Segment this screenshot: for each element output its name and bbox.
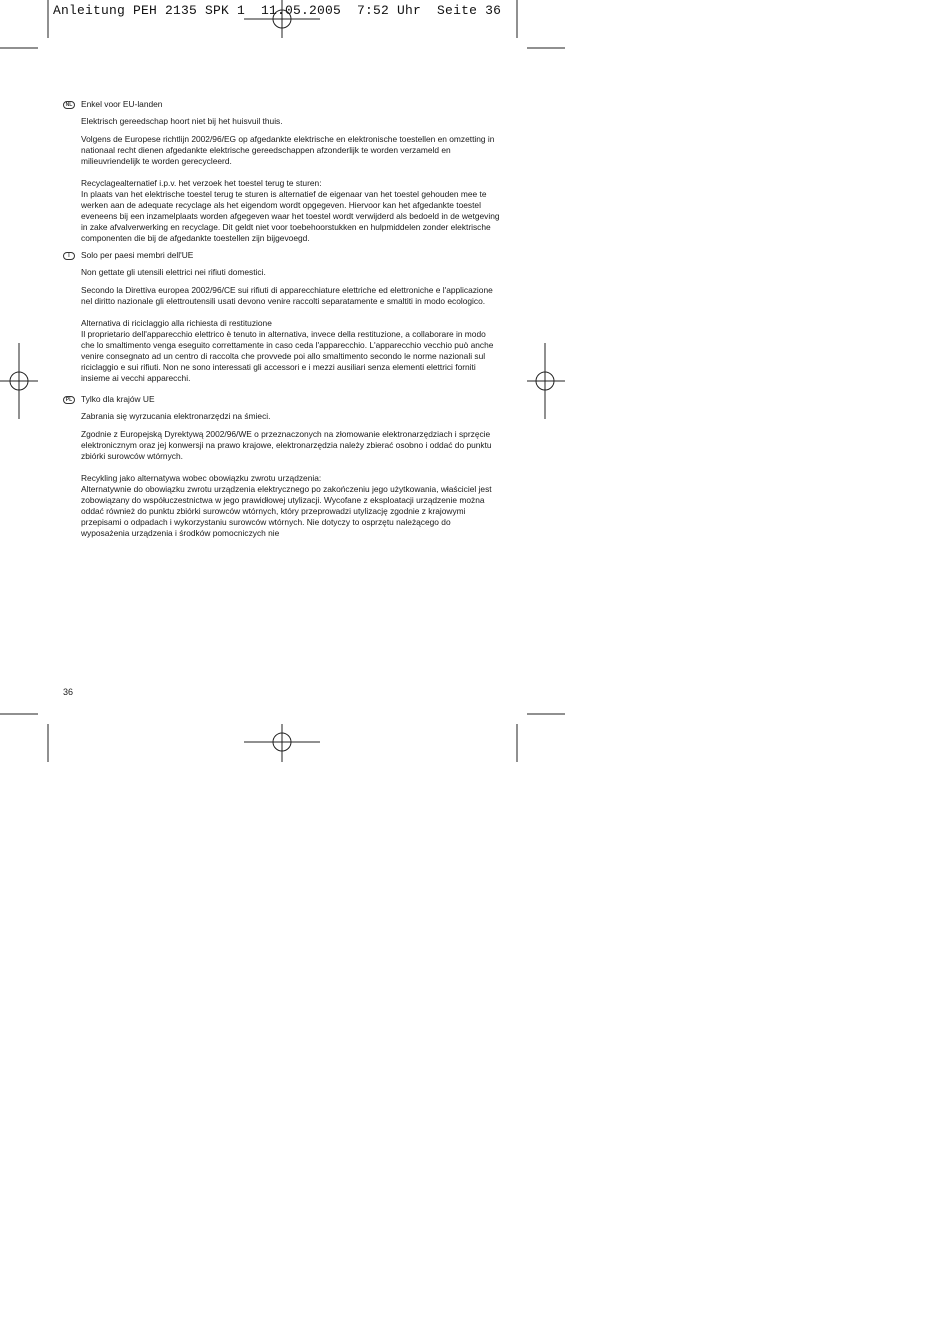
section-paragraph: Volgens de Europese richtlijn 2002/96/EG op afgedankte elektrische en elektronische toestellen en omzetting in nationaal recht dienen afgedankte elektrische gereedschappen afzonderlijk te worden verzameld en milieuvriendelijk te worden gerecycleerd. bbox=[81, 134, 495, 166]
registration-mark-left bbox=[0, 343, 38, 419]
section-paragraph: Secondo la Direttiva europea 2002/96/CE sui rifiuti di apparecchiature elettriche ed elettroniche e l'applicazione nel diritto nazionale gli elettroutensili usati devono venire raccolti separatamente e smaltiti in modo ecologico. bbox=[81, 285, 493, 306]
section-pl bbox=[65, 394, 501, 539]
section-it bbox=[68, 250, 501, 384]
registration-mark-top bbox=[244, 0, 320, 38]
section-heading: Enkel voor EU-landen bbox=[81, 99, 163, 109]
section-paragraph: Zabrania się wyrzucania elektronarzędzi na śmieci. bbox=[81, 411, 271, 421]
language-flag-icon: NL bbox=[63, 101, 75, 109]
language-flag-icon: I bbox=[63, 252, 75, 260]
section-paragraph: Il proprietario dell'apparecchio elettrico è tenuto in alternativa, invece della restituzione, a collaborare in modo che lo smaltimento venga eseguito correttamente in caso ceda l'apparecchio. L'apparecchio vecchio può anche venire consegnato ad un centro di raccolta che provvede poi allo smaltimento secondo le norme nazionali sul riciclaggio e sui rifiuti. Non ne sono interessati gli accessori e i mezzi ausiliari senza elementi elettrici forniti insieme ai vecchi apparecchi. bbox=[81, 329, 494, 383]
section-subtitle: Recykling jako alternatywa wobec obowiązku zwrotu urządzenia: bbox=[81, 473, 322, 483]
section-heading: Tylko dla krajów UE bbox=[81, 394, 155, 404]
registration-mark-bottom bbox=[244, 724, 320, 762]
section-subtitle: Alternativa di riciclaggio alla richiesta di restituzione bbox=[81, 318, 272, 328]
section-paragraph: In plaats van het elektrische toestel terug te sturen is alternatief de eigenaar van het toestel gehouden mee te werken aan de adequate recyclage als het eigendom wordt opgegeven. Hiervoor kan het afgedankte toestel eveneens bij een inzamelplaats worden afgegeven waar het toestel wordt verwijderd als bedoeld in de wetgeving in zake afvalverwerking en recyclage. Dit geldt niet voor toebehoorstukken en hulpmiddelen zonder elektrische componenten die bij de afgedankte toestellen zijn bijgevoegd. bbox=[81, 189, 500, 243]
section-heading: Solo per paesi membri dell'UE bbox=[81, 250, 194, 260]
document-body bbox=[65, 99, 501, 539]
language-flag-icon: PL bbox=[63, 396, 75, 404]
registration-mark-right bbox=[527, 343, 565, 419]
page-number: 36 bbox=[63, 687, 74, 697]
section-paragraph: Zgodnie z Europejską Dyrektywą 2002/96/WE o przeznaczonych na złomowanie elektronarzędziach i sprzęcie elektronicznym oraz jej konwersji na prawo krajowe, elektronarzędzia należy zbierać osobno i oddać do punktu zbiórki surowców wtórnych. bbox=[81, 429, 492, 461]
section-paragraph: Alternatywnie do obowiązku zwrotu urządzenia elektrycznego po zakończeniu jego użytkowania, właściciel jest zobowiązany do współuczestnictwa w jego prawidłowej utylizacji. Wycofane z eksploatacji urządzenie można oddać również do punktu zbiórki surowców wtórnych, który przeprowadzi utylizację zgodnie z krajowymi przepisami o odpadach i wykorzystaniu surowców wtórnych. Nie dotyczy to osprzętu należącego do wyposażenia urządzenia i środków pomocniczych nie bbox=[81, 484, 492, 538]
section-subtitle: Recyclagealternatief i.p.v. het verzoek het toestel terug te sturen: bbox=[81, 178, 322, 188]
section-paragraph: Non gettate gli utensili elettrici nei rifiuti domestici. bbox=[81, 267, 266, 277]
print-slug-line: Anleitung PEH 2135 SPK 1 11.05.2005 7:52 Uhr Seite 36 bbox=[53, 3, 502, 18]
section-paragraph: Elektrisch gereedschap hoort niet bij het huisvuil thuis. bbox=[81, 116, 283, 126]
section-nl bbox=[65, 99, 501, 244]
